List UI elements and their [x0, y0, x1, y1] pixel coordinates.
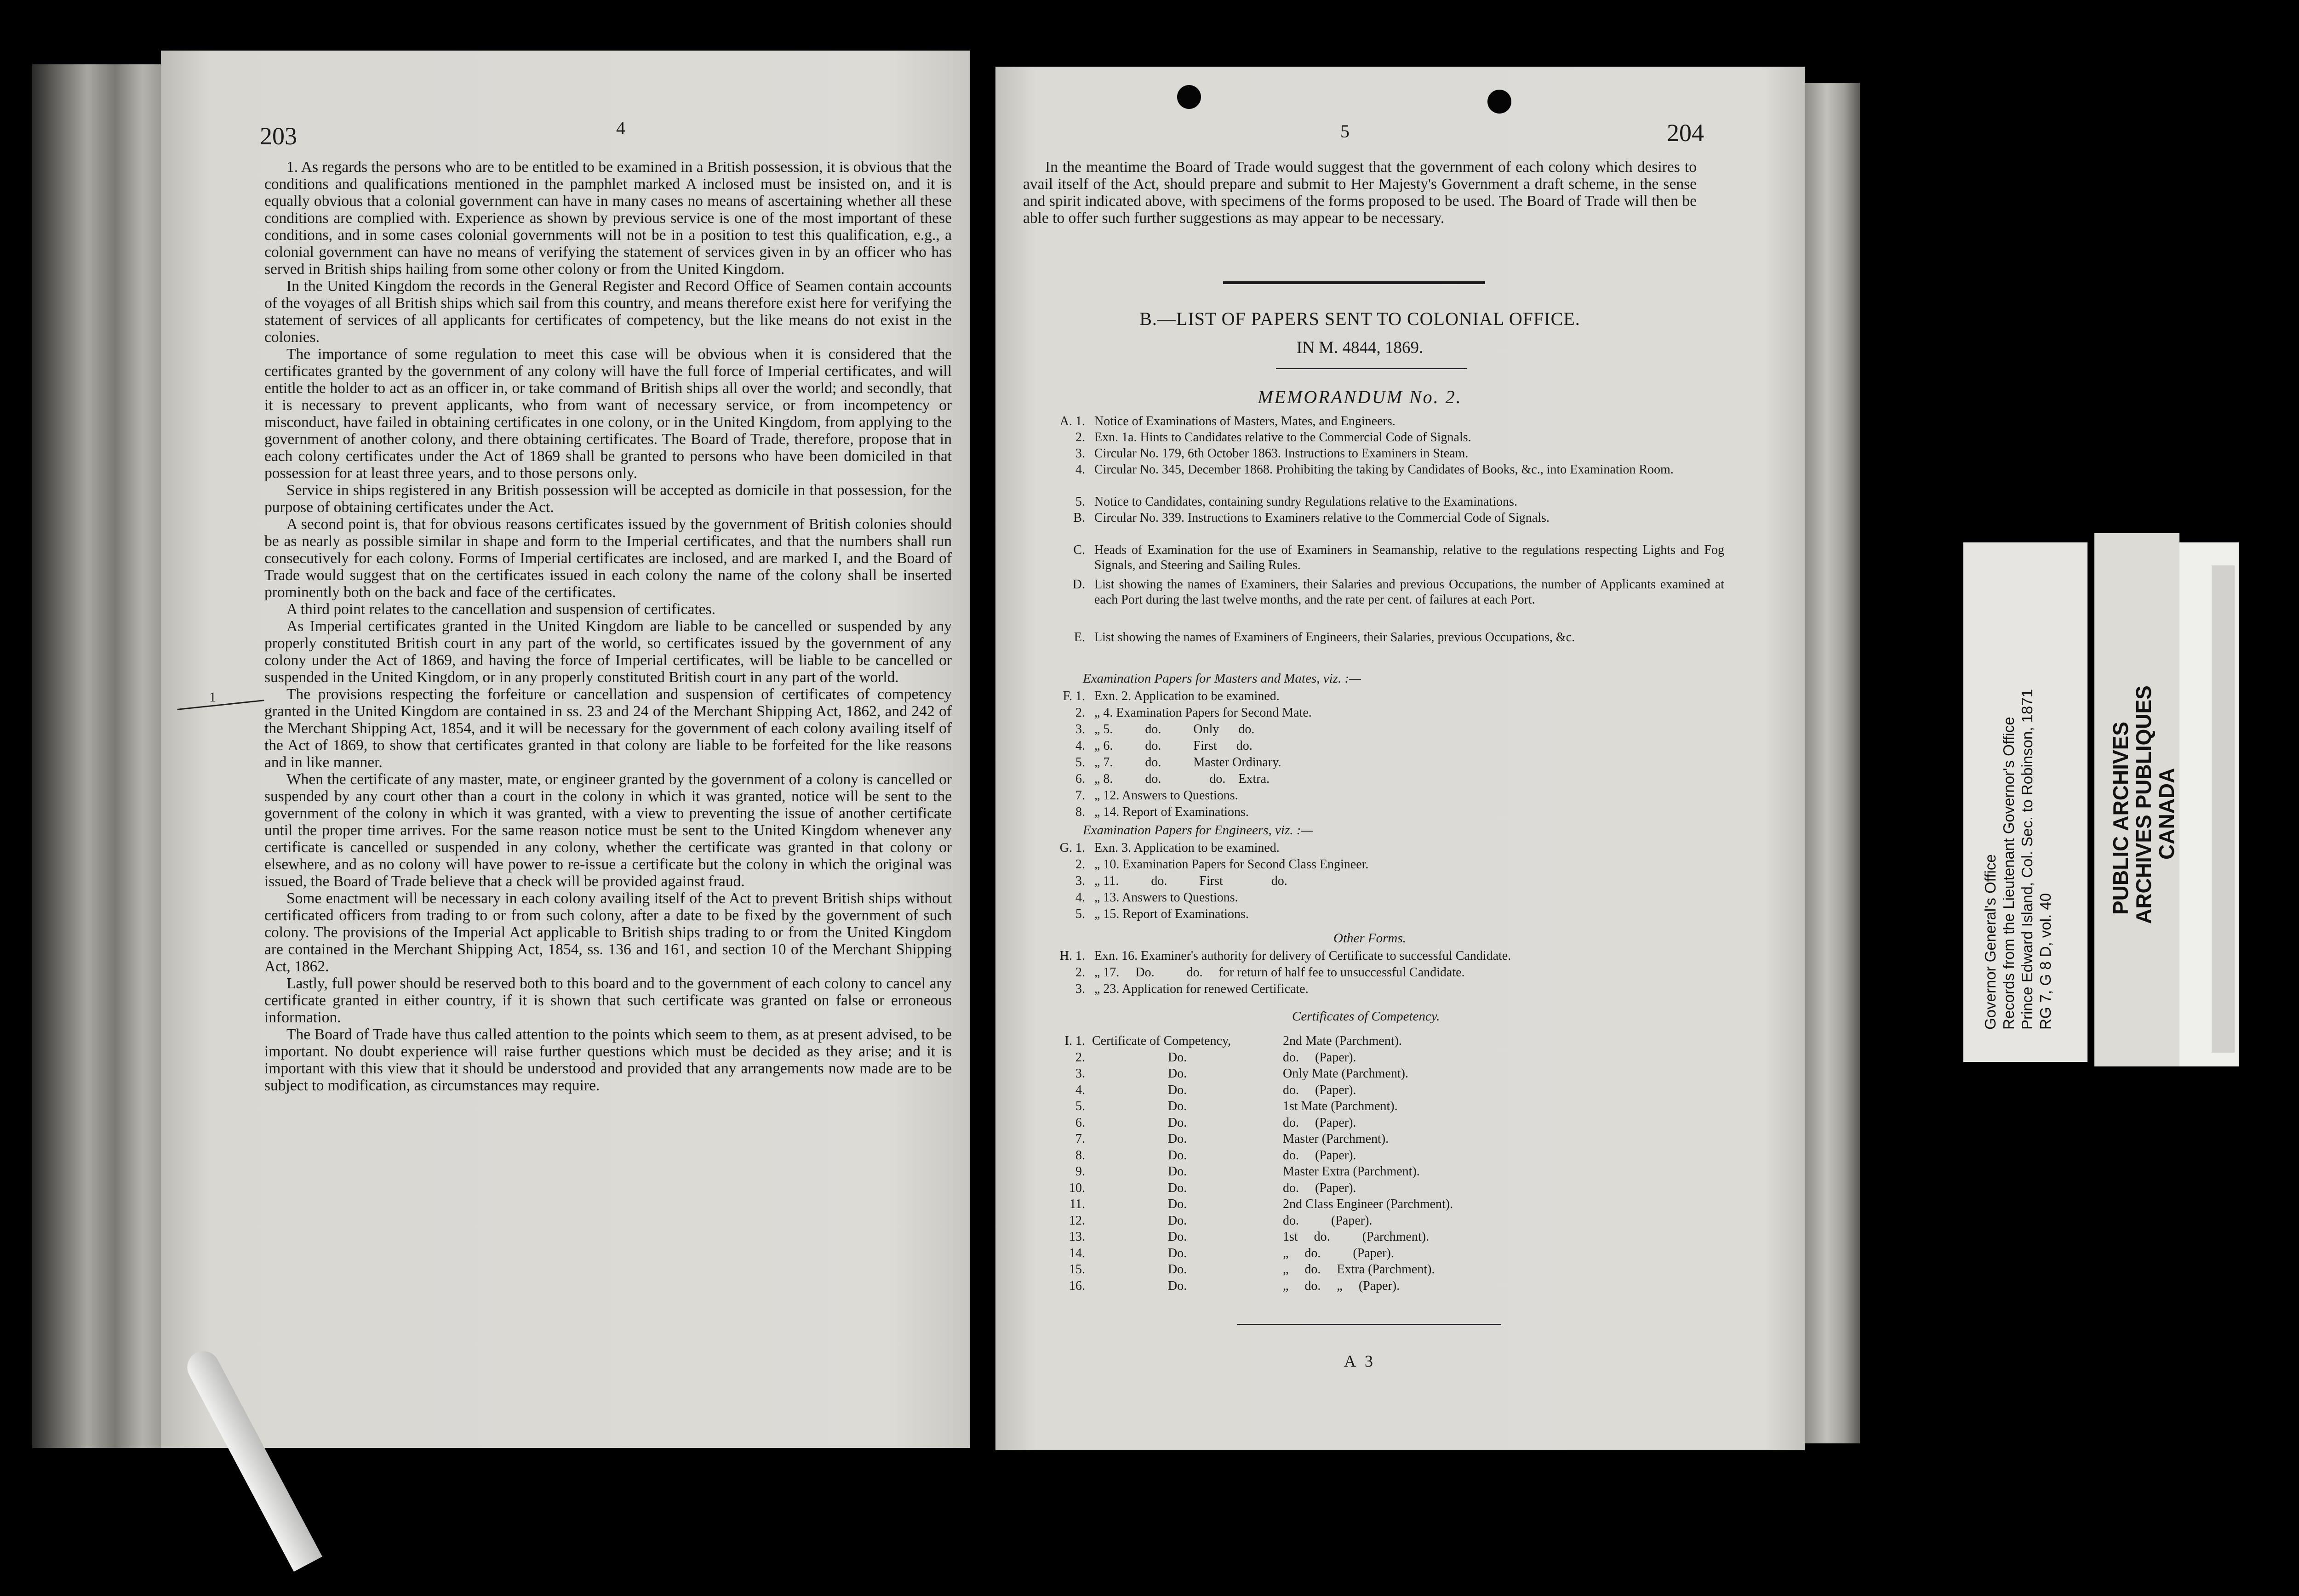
item-text: „ 7. do. Master Ordinary. — [1094, 755, 1281, 770]
paragraph: Lastly, full power should be reserved both to this board and to the government of each colony to cancel any certificate granted in either country, if it is shown that such certificate was granted on false or erroneous information. — [264, 975, 952, 1026]
paragraph: Some enactment will be necessary in each colony availing itself of the Act to prevent British ships without certificated officers from trading to or from such colony, after a date to be fixed by the government of such colony. The provisions of the Imperial Act applicable to British ships trading to or from the United Kingdom are contained in the Merchant Shipping Act, 1854, ss. 136 and 161, and section 10 of the Merchant Shipping Act, 1862. — [264, 890, 952, 975]
paragraph: The importance of some regulation to meet this case will be obvious when it is considered that the certificates granted by the government of any colony will have the full force of Imperial certificates, and will entitle the holder to act as an officer in, or take command of British ships all over the world; and secondly, that it is necessary to prevent applicants, who from want of necessary service, or from incompetency or misconduct, have failed in obtaining certificates in one colony, or in the United Kingdom, from applying to the government of another colony, and there obtaining certificates. The Board of Trade, therefore, propose that in each colony certificates under the Act of 1869 shall be granted to persons who have been domiciled in that possession for at least three years, and to those persons only. — [264, 346, 952, 482]
book-edge-right — [1805, 83, 1860, 1443]
certificate-grade: do. (Paper). — [1283, 1180, 1356, 1195]
paragraph: The Board of Trade have thus called attention to the points which seem to them, as at present advised, to be important. No doubt experience will raise further questions which must be decided as they arise; and it is important with this view that it should be understood and provided that any arrangements now made are to be subject to modification, as circumstances may require. — [264, 1026, 952, 1094]
certificate-type: Do. — [1168, 1213, 1187, 1228]
item-text: „ 6. do. First do. — [1094, 739, 1252, 753]
paragraph: Service in ships registered in any British possession will be accepted as domicile in that possession, for the purpose of obtaining certificates under the Act. — [264, 482, 952, 516]
item-label: 5. — [1075, 755, 1085, 770]
item-label: 13. — [1069, 1230, 1085, 1244]
item-text: „ 23. Application for renewed Certificate. — [1094, 982, 1309, 996]
item-text: „ 5. do. Only do. — [1094, 722, 1255, 736]
item-label: 2. — [1075, 706, 1085, 720]
divider-rule — [1223, 281, 1485, 284]
item-text: „ 4. Examination Papers for Second Mate. — [1094, 706, 1312, 720]
list-item — [1025, 494, 1724, 509]
punch-hole — [1177, 85, 1201, 109]
certificate-type: Do. — [1168, 1148, 1187, 1163]
item-text: „ 12. Answers to Questions. — [1094, 788, 1238, 803]
item-label: 10. — [1069, 1180, 1085, 1195]
certificate-type: Do. — [1168, 1164, 1187, 1179]
certificate-type: Do. — [1168, 1050, 1187, 1065]
item-text: Exn. 1a. Hints to Candidates relative to the Commercial Code of Signals. — [1094, 430, 1471, 445]
certificate-grade: do. (Paper). — [1283, 1115, 1356, 1130]
certificate-grade: „ do. Extra (Parchment). — [1283, 1262, 1435, 1277]
item-label: I. 1. — [1064, 1034, 1085, 1048]
item-label: 2. — [1075, 965, 1085, 980]
signature-mark: A 3 — [1344, 1352, 1376, 1370]
certificate-grade: 2nd Mate (Parchment). — [1283, 1034, 1402, 1048]
item-text: „ 11. do. First do. — [1094, 874, 1287, 888]
paragraph: As Imperial certificates granted in the United Kingdom are liable to be cancelled or suspended by any properly constituted British court in any part of the world, so certificates issued by the government of any colony under the Act of 1869, and having the force of Imperial certificates, will be liable to be cancelled or suspended in the United Kingdom, or in any properly constituted British court in any part of the world. — [264, 618, 952, 686]
punch-hole — [1487, 90, 1511, 114]
item-text: Circular No. 339. Instructions to Examiners relative to the Commercial Code of Signals. — [1094, 511, 1550, 525]
item-label: 7. — [1075, 1132, 1085, 1146]
certificate-grade: do. (Paper). — [1283, 1213, 1373, 1228]
item-text: List showing the names of Examiners of Engineers, their Salaries, previous Occupations, &c. — [1094, 630, 1575, 644]
archive-label-line: Governor General's Office — [1982, 854, 1999, 1030]
item-text: „ 13. Answers to Questions. — [1094, 890, 1238, 905]
paragraph: When the certificate of any master, mate, or engineer granted by the government of a colony is cancelled or suspended by any court other than a court in the colony in which it was granted, notice will be sent to the government of the colony in which it was granted, with a view to preventing the issue of another certificate until the proper time arrives. For the same reason notice must be sent to the United Kingdom whenever any certificate is cancelled or suspended in any colony, whether the certificate was granted in that colony or elsewhere, and as no colony will have power to re-issue a certificate but the colony in which the original was issued, the Board of Trade believe that a check will be provided against fraud. — [264, 771, 952, 890]
item-label: 2. — [1075, 857, 1085, 872]
certificate-grade: do. (Paper). — [1283, 1050, 1356, 1065]
paragraph: 1. As regards the persons who are to be entitled to be examined in a British possession, it is obvious that the conditions and qualifications mentioned in the pamphlet marked A inclosed must be insisted on, and it is equally obvious that a colonial government can have in many cases no means of ascertaining whether all these conditions are complied with. Experience as shown by previous service is one of the most important of these conditions, and in some cases colonial governments will not be in a position to test this qualification, e.g., a colonial government can have no means of verifying the statement of services given in by an officer who has served in British ships hailing from some other colony or from the United Kingdom. — [264, 159, 952, 278]
margin-mark: 1 — [177, 690, 269, 717]
item-label: 4. — [1075, 739, 1085, 753]
item-label: H. 1. — [1059, 949, 1085, 963]
archive-label-line: Prince Edward Island, Col. Sec. to Robinson, 1871 — [2019, 689, 2036, 1030]
list-item — [1025, 630, 1724, 645]
item-text: „ 15. Report of Examinations. — [1094, 907, 1249, 921]
archive-label-line: Records from the Lieutenant Governor's Office — [2000, 717, 2017, 1030]
item-text: Circular No. 345, December 1868. Prohibiting the taking by Candidates of Books, &c., into Examination Room. — [1094, 462, 1674, 477]
item-label: 6. — [1075, 772, 1085, 786]
item-label: E. — [1074, 630, 1085, 644]
paragraph: A third point relates to the cancellation and suspension of certificates. — [286, 601, 716, 618]
certificate-grade: 1st do. (Parchment). — [1283, 1230, 1430, 1244]
item-label: 11. — [1069, 1197, 1085, 1211]
certificate-grade: „ do. (Paper). — [1283, 1246, 1394, 1260]
item-label: 5. — [1075, 1099, 1085, 1113]
item-label: 14. — [1069, 1246, 1085, 1260]
list-item — [1025, 510, 1724, 525]
list-item — [1025, 542, 1724, 573]
item-label: 15. — [1069, 1262, 1085, 1277]
certificate-grade: do. (Paper). — [1283, 1083, 1356, 1097]
certificate-type: Do. — [1168, 1066, 1187, 1081]
certificate-grade: do. (Paper). — [1283, 1148, 1356, 1163]
certificate-type: Do. — [1168, 1197, 1187, 1211]
divider-rule — [1276, 368, 1467, 369]
right-page-number: 5 — [1340, 121, 1350, 142]
list-heading: B.—LIST OF PAPERS SENT TO COLONIAL OFFICE. — [1139, 308, 1580, 329]
left-body-text — [264, 159, 952, 1094]
certificate-type: Do. — [1168, 1230, 1187, 1244]
certificate-type: Certificate of Competency, — [1092, 1034, 1231, 1048]
item-label: C. — [1073, 543, 1085, 557]
item-label: D. — [1072, 577, 1085, 592]
list-item — [1025, 577, 1724, 607]
certificate-type: Do. — [1168, 1132, 1187, 1146]
item-label: A. 1. — [1059, 414, 1085, 428]
certificates-heading: Certificates of Competency. — [1292, 1009, 1440, 1024]
certificate-grade: „ do. „ (Paper). — [1283, 1278, 1400, 1293]
item-label: 3. — [1075, 722, 1085, 736]
divider-rule — [1237, 1324, 1501, 1325]
list-item — [1025, 414, 1724, 429]
item-label: 3. — [1075, 874, 1085, 888]
list-item — [1025, 446, 1724, 461]
item-text: Circular No. 179, 6th October 1863. Instructions to Examiners in Steam. — [1094, 446, 1469, 461]
item-label: 7. — [1075, 788, 1085, 803]
item-text: Notice of Examinations of Masters, Mates, and Engineers. — [1094, 414, 1395, 428]
item-text: Exn. 2. Application to be examined. — [1094, 689, 1280, 703]
item-label: 2. — [1075, 1050, 1085, 1065]
certificate-grade: Master (Parchment). — [1283, 1132, 1389, 1146]
engineers-heading: Examination Papers for Engineers, viz. :— — [1083, 823, 1313, 838]
certificate-grade: 1st Mate (Parchment). — [1283, 1099, 1398, 1113]
archive-label-line: RG 7, G 8 D, vol. 40 — [2037, 893, 2054, 1030]
item-text: Exn. 3. Application to be examined. — [1094, 841, 1280, 855]
item-label: 3. — [1075, 1066, 1085, 1081]
item-label: 3. — [1075, 446, 1085, 461]
item-label: 2. — [1075, 430, 1085, 445]
right-folio: 204 — [1667, 119, 1704, 147]
paragraph: A second point is, that for obvious reasons certificates issued by the government of British colonies should be as nearly as possible similar in shape and form to the Imperial certificates, and that the numbers shall run consecutively for each colony. Forms of Imperial certificates are inclosed, and are marked I, and the Board of Trade would suggest that on the certificates issued in each colony the name of the colony shall be inserted prominently both on the back and face of the certificates. — [264, 516, 952, 601]
list-item — [1025, 462, 1724, 477]
left-folio: 203 — [260, 122, 297, 150]
item-label: 5. — [1075, 907, 1085, 921]
item-label: 9. — [1075, 1164, 1085, 1179]
item-label: 4. — [1075, 890, 1085, 905]
left-page-number: 4 — [616, 118, 625, 138]
item-label: 6. — [1075, 1115, 1085, 1130]
masters-heading: Examination Papers for Masters and Mates, viz. :— — [1083, 671, 1361, 686]
certificate-type: Do. — [1168, 1099, 1187, 1113]
item-text: Notice to Candidates, containing sundry Regulations relative to the Examinations. — [1094, 495, 1517, 509]
item-label: G. 1. — [1059, 841, 1085, 855]
list-subheading: IN M. 4844, 1869. — [1296, 338, 1424, 357]
paragraph: The provisions respecting the forfeiture or cancellation and suspension of certificates of competency granted in the United Kingdom are contained in ss. 23 and 24 of the Merchant Shipping Act, 1862, and 242 of the Merchant Shipping Act, 1854, and it will be necessary for the government of each colony availing itself of the Act of 1869, to show that certificates granted in that colony are liable to be forfeited for the like reasons and in like manner. — [264, 686, 952, 771]
certificate-type: Do. — [1168, 1115, 1187, 1130]
item-label: 12. — [1069, 1213, 1085, 1228]
certificate-type: Do. — [1168, 1083, 1187, 1097]
certificate-type: Do. — [1168, 1262, 1187, 1277]
item-label: B. — [1073, 511, 1085, 525]
item-label: F. 1. — [1063, 689, 1085, 703]
certificate-grade: Only Mate (Parchment). — [1283, 1066, 1408, 1081]
other-forms-heading: Other Forms. — [1333, 931, 1406, 946]
item-label: 8. — [1075, 1148, 1085, 1163]
certificate-grade: 2nd Class Engineer (Parchment). — [1283, 1197, 1453, 1211]
certificate-type: Do. — [1168, 1180, 1187, 1195]
intro-paragraph: In the meantime the Board of Trade would suggest that the government of each colony which desires to avail itself of the Act, should prepare and submit to Her Majesty's Government a draft scheme, in the sense and spirit indicated above, with specimens of the forms proposed to be used. The Board of Trade will then be able to offer such further suggestions as may appear to be necessary. — [1023, 159, 1697, 227]
item-label: 8. — [1075, 805, 1085, 819]
archive-stamp-line: CANADA — [2155, 768, 2179, 860]
certificate-grade: Master Extra (Parchment). — [1283, 1164, 1420, 1179]
list-item — [1025, 430, 1724, 445]
item-label: 16. — [1069, 1278, 1085, 1293]
archive-stamp-line: ARCHIVES PUBLIQUES — [2132, 685, 2156, 924]
item-label: 4. — [1075, 462, 1085, 477]
item-label: 4. — [1075, 1083, 1085, 1097]
item-label: 3. — [1075, 982, 1085, 996]
book-edge-left — [32, 64, 170, 1448]
archive-stamp-line: PUBLIC ARCHIVES — [2109, 722, 2133, 915]
item-text: „ 8. do. do. Extra. — [1094, 772, 1270, 786]
certificate-type: Do. — [1168, 1278, 1187, 1293]
item-text: Heads of Examination for the use of Examiners in Seamanship, relative to the regulations respecting Lights and Fog Signals, and Steering and Sailing Rules. — [1094, 543, 1724, 572]
item-text: Exn. 16. Examiner's authority for delivery of Certificate to successful Candidate. — [1094, 949, 1511, 963]
item-text: List showing the names of Examiners, their Salaries and previous Occupations, the number of Applicants examined at each Port during the last twelve months, and the rate per cent. of failures at each Port. — [1094, 577, 1724, 607]
archive-tab-edge — [2212, 565, 2235, 1053]
item-text: „ 10. Examination Papers for Second Class Engineer. — [1094, 857, 1369, 872]
memorandum-title: MEMORANDUM No. 2. — [1258, 387, 1462, 407]
paragraph: In the United Kingdom the records in the General Register and Record Office of Seamen contain accounts of the voyages of all British ships which sail from this country, and means therefore exist here for verifying the statement of services of all applicants for certificates of competency, but the like means do not exist in the colonies. — [264, 278, 952, 346]
item-label: 5. — [1075, 495, 1085, 509]
item-text: „ 17. Do. do. for return of half fee to unsuccessful Candidate. — [1094, 965, 1465, 980]
item-text: „ 14. Report of Examinations. — [1094, 805, 1249, 819]
certificate-type: Do. — [1168, 1246, 1187, 1260]
